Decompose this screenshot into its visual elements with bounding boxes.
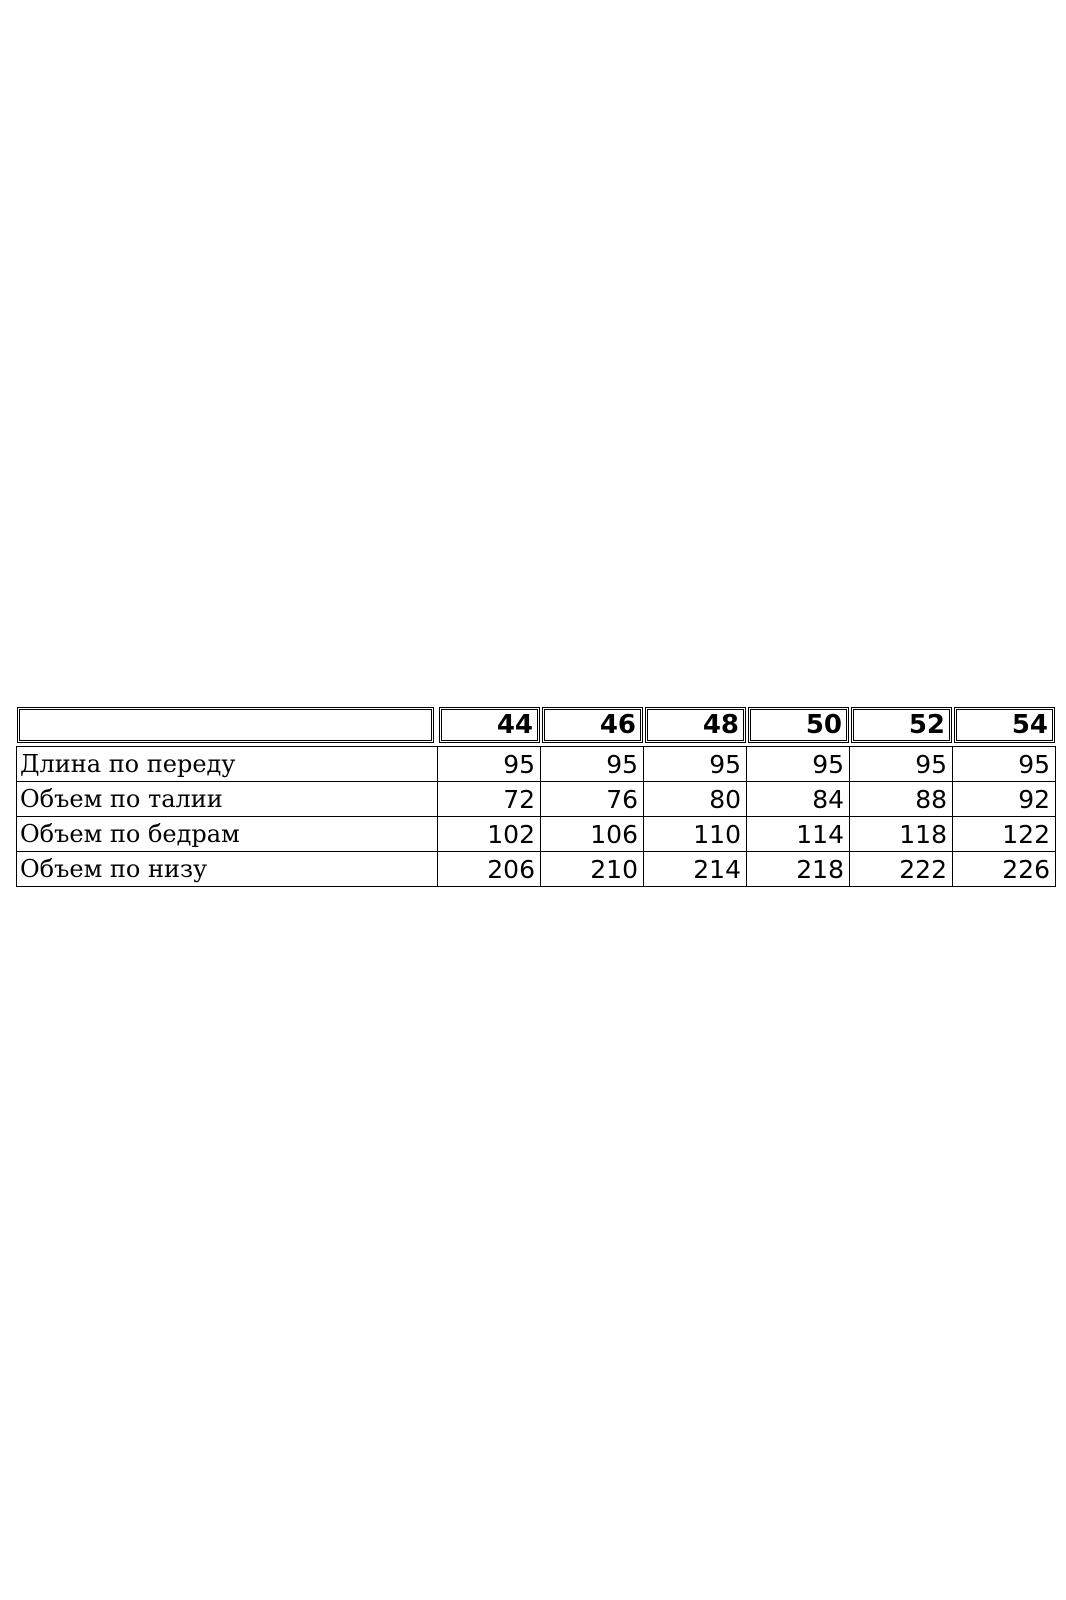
cell-value: 226 — [953, 852, 1056, 887]
cell-value: 95 — [541, 746, 644, 782]
cell-value: 206 — [438, 852, 541, 887]
table-row — [16, 817, 1056, 852]
cell-value: 95 — [438, 746, 541, 782]
cell-value: 114 — [747, 817, 850, 852]
cell-value: 95 — [747, 746, 850, 782]
cell-value: 92 — [953, 782, 1056, 817]
cell-value: 88 — [850, 782, 953, 817]
cell-value: 110 — [644, 817, 747, 852]
table-row — [16, 746, 1056, 782]
table-row — [16, 782, 1056, 817]
cell-value: 95 — [850, 746, 953, 782]
size-header-50: 50 — [748, 707, 849, 743]
size-header-52: 52 — [851, 707, 952, 743]
cell-value: 95 — [953, 746, 1056, 782]
cell-value: 80 — [644, 782, 747, 817]
cell-value: 84 — [747, 782, 850, 817]
cell-value: 122 — [953, 817, 1056, 852]
row-label: Объем по бедрам — [16, 817, 438, 852]
size-header-44: 44 — [439, 707, 540, 743]
cell-value: 210 — [541, 852, 644, 887]
size-header-row — [16, 704, 1056, 746]
cell-value: 214 — [644, 852, 747, 887]
size-chart-table — [16, 704, 1056, 887]
cell-value: 218 — [747, 852, 850, 887]
cell-value: 102 — [438, 817, 541, 852]
size-header-54: 54 — [954, 707, 1055, 743]
cell-value: 95 — [644, 746, 747, 782]
header-corner-cell — [17, 707, 434, 743]
table-row — [16, 852, 1056, 887]
row-label: Объем по низу — [16, 852, 438, 887]
cell-value: 76 — [541, 782, 644, 817]
cell-value: 222 — [850, 852, 953, 887]
cell-value: 72 — [438, 782, 541, 817]
row-label: Объем по талии — [16, 782, 438, 817]
row-label: Длина по переду — [16, 746, 438, 782]
cell-value: 118 — [850, 817, 953, 852]
size-header-46: 46 — [542, 707, 643, 743]
size-header-48: 48 — [645, 707, 746, 743]
cell-value: 106 — [541, 817, 644, 852]
